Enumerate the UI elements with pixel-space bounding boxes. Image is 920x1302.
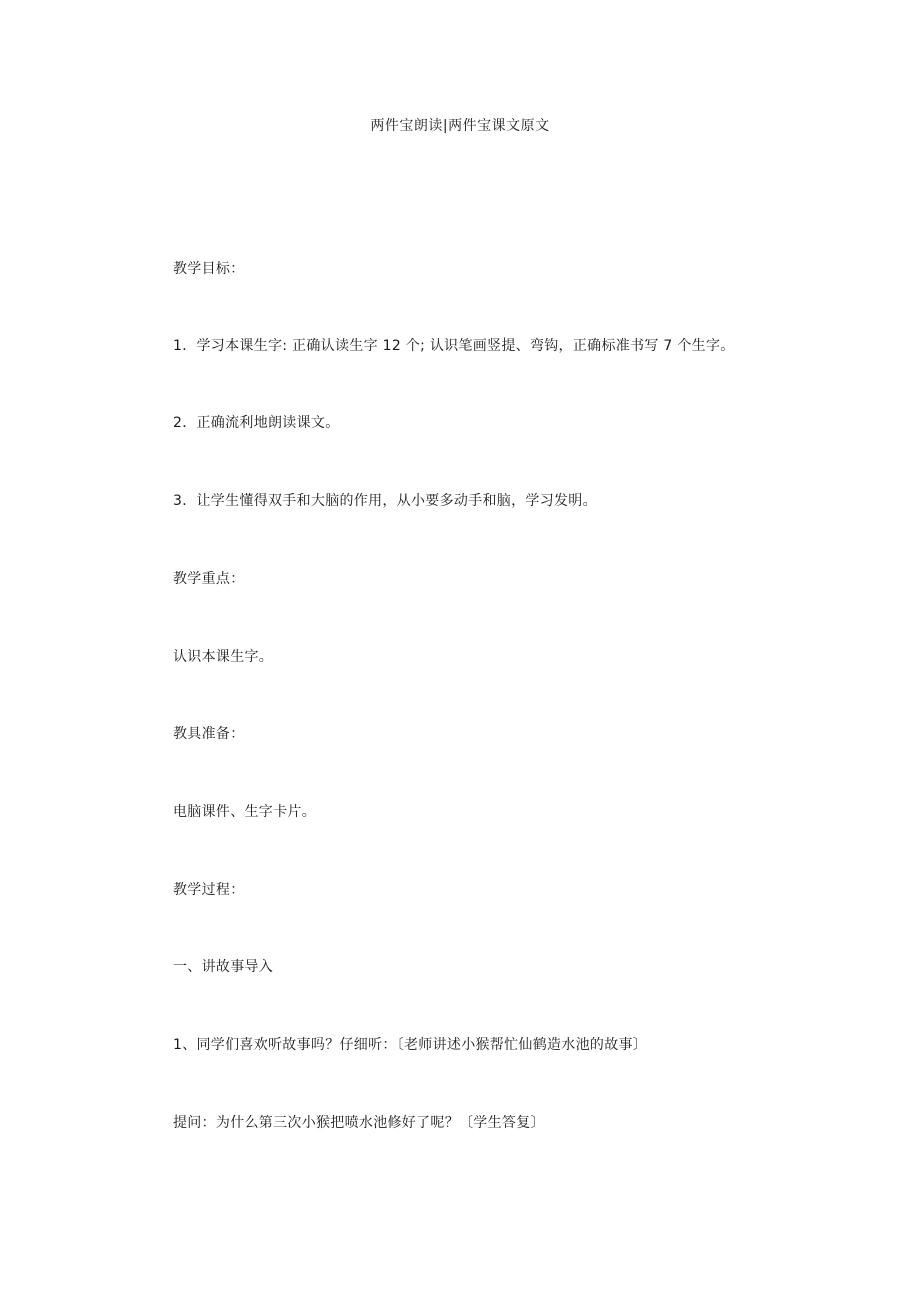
goal-item-3: 3．让学生懂得双手和大脑的作用，从小要多动手和脑，学习发明。 xyxy=(173,493,597,509)
question-text: 提问：为什么第三次小猴把喷水池修好了呢？〔学生答复〕 xyxy=(173,1115,545,1131)
materials-text: 电脑课件、生字卡片。 xyxy=(173,804,316,820)
document-title: 两件宝朗读|两件宝课文原文 xyxy=(370,118,550,134)
heading-process: 教学过程： xyxy=(173,882,245,898)
focus-text: 认识本课生字。 xyxy=(173,649,274,665)
heading-materials: 教具准备： xyxy=(173,726,245,742)
heading-teaching-goals: 教学目标： xyxy=(173,261,245,277)
section-story-intro: 一、讲故事导入 xyxy=(173,959,274,975)
heading-teaching-focus: 教学重点： xyxy=(173,571,245,587)
process-item-1: 1、同学们喜欢听故事吗？仔细听：〔老师讲述小猴帮忙仙鹤造水池的故事〕 xyxy=(173,1037,648,1053)
goal-item-2: 2．正确流利地朗读课文。 xyxy=(173,415,340,431)
goal-item-1: 1．学习本课生字: 正确认读生字 12 个; 认识笔画竖提、弯钩，正确标准书写 7 个生字。 xyxy=(173,338,735,354)
